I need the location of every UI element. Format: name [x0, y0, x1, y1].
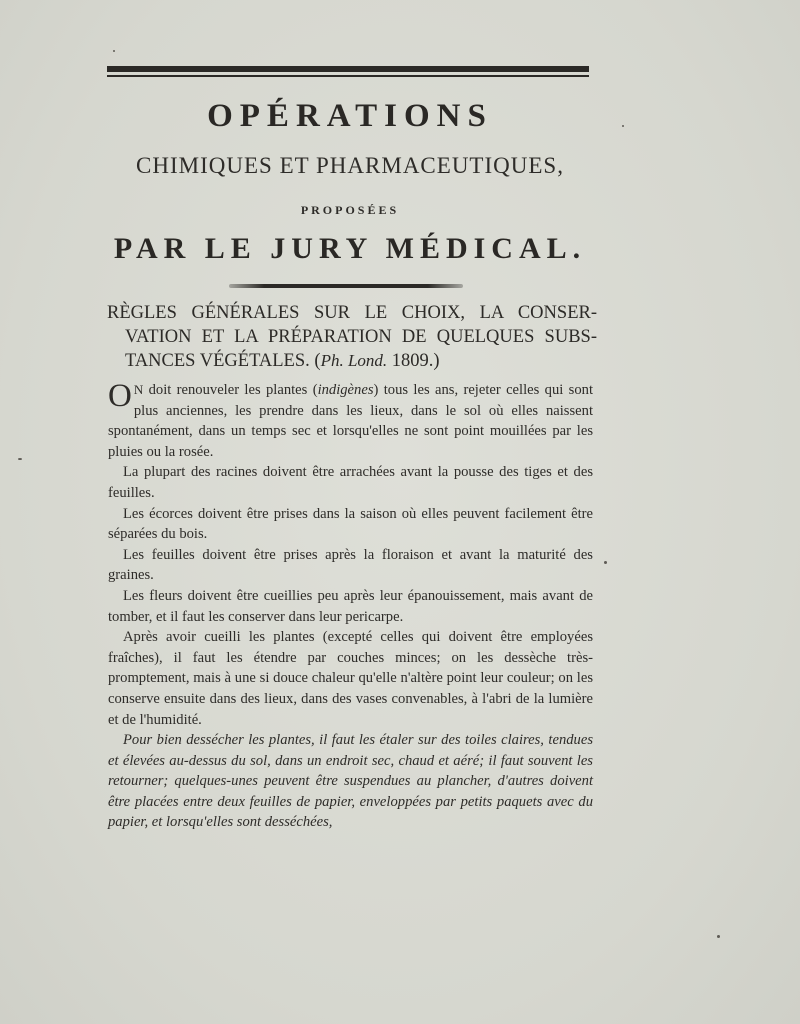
paragraph-3: Les écorces doivent être prises dans la saison où elles peuvent facilement être séparées du bois. [108, 505, 593, 543]
body-text [108, 380, 593, 833]
paragraph-6: Après avoir cueilli les plantes (excepté celles qui doivent être employées fraîches), il faut les étendre par couches minces; on les dessèche très-promptement, mais à une si douce chaleur qu'elle n'altère point leur couleur; on les conserve ensuite dans des lieux, dans des vases convenables, à l'abri de la lumière et de l'humidité. [108, 629, 593, 728]
section-heading [107, 301, 597, 373]
paragraph-7: Pour bien dessécher les plantes, il faut les étaler sur des toiles claires, tendues et élevées au-dessus du sol, dans un endroit sec, chaud et aéré; il faut souvent les retourner; quelques-unes peuvent être suspendues au plancher, d'autres doivent être placées entre deux feuilles de papier, enveloppées par petits paquets avec du papier, et lorsqu'elles sont desséchées, [108, 732, 593, 831]
reference-source: Ph. Lond. [320, 351, 388, 370]
paper-speck [604, 561, 607, 564]
section-heading-line-3: TANCES VÉGÉTALES. (Ph. Lond. 1809.) [125, 351, 440, 371]
paper-speck [113, 50, 115, 52]
top-double-rule [107, 66, 589, 79]
section-heading-line-2: VATION ET LA PRÉPARATION DE QUELQUES SUBS- [125, 327, 597, 347]
paper-speck [717, 935, 720, 938]
author-line: PAR LE JURY MÉDICAL. [113, 232, 587, 265]
paper-speck [622, 125, 624, 127]
paragraph-5: Les fleurs doivent être cueillies peu après leur épanouissement, mais avant de tomber, et il faut les conserver dans leur pericarpe. [108, 587, 593, 625]
page-title: OPÉRATIONS [207, 98, 493, 134]
paper-speck [18, 458, 22, 460]
section-heading-line-1: RÈGLES GÉNÉRALES SUR LE CHOIX, LA CONSER- [107, 303, 597, 323]
drop-cap: O [108, 378, 132, 414]
paragraph-4: Les feuilles doivent être prises après la floraison et avant la maturité des graines. [108, 546, 593, 584]
page-subtitle: CHIMIQUES ET PHARMACEUTIQUES, [136, 153, 564, 178]
paragraph-1: O N doit renouveler les plantes (indigènes) tous les ans, rejeter celles qui sont plus anciennes, les prendre dans les lieux, dans le sol où elles naissent spontanément, dans un temps sec et lorsqu'elles ne sont point mouillées par les pluies ou la rosée. [108, 378, 594, 460]
middle-rule [229, 284, 463, 288]
paragraph-2: La plupart des racines doivent être arrachées avant la pousse des tiges et des feuilles. [108, 464, 593, 501]
proposed-label: PROPOSÉES [300, 203, 400, 217]
